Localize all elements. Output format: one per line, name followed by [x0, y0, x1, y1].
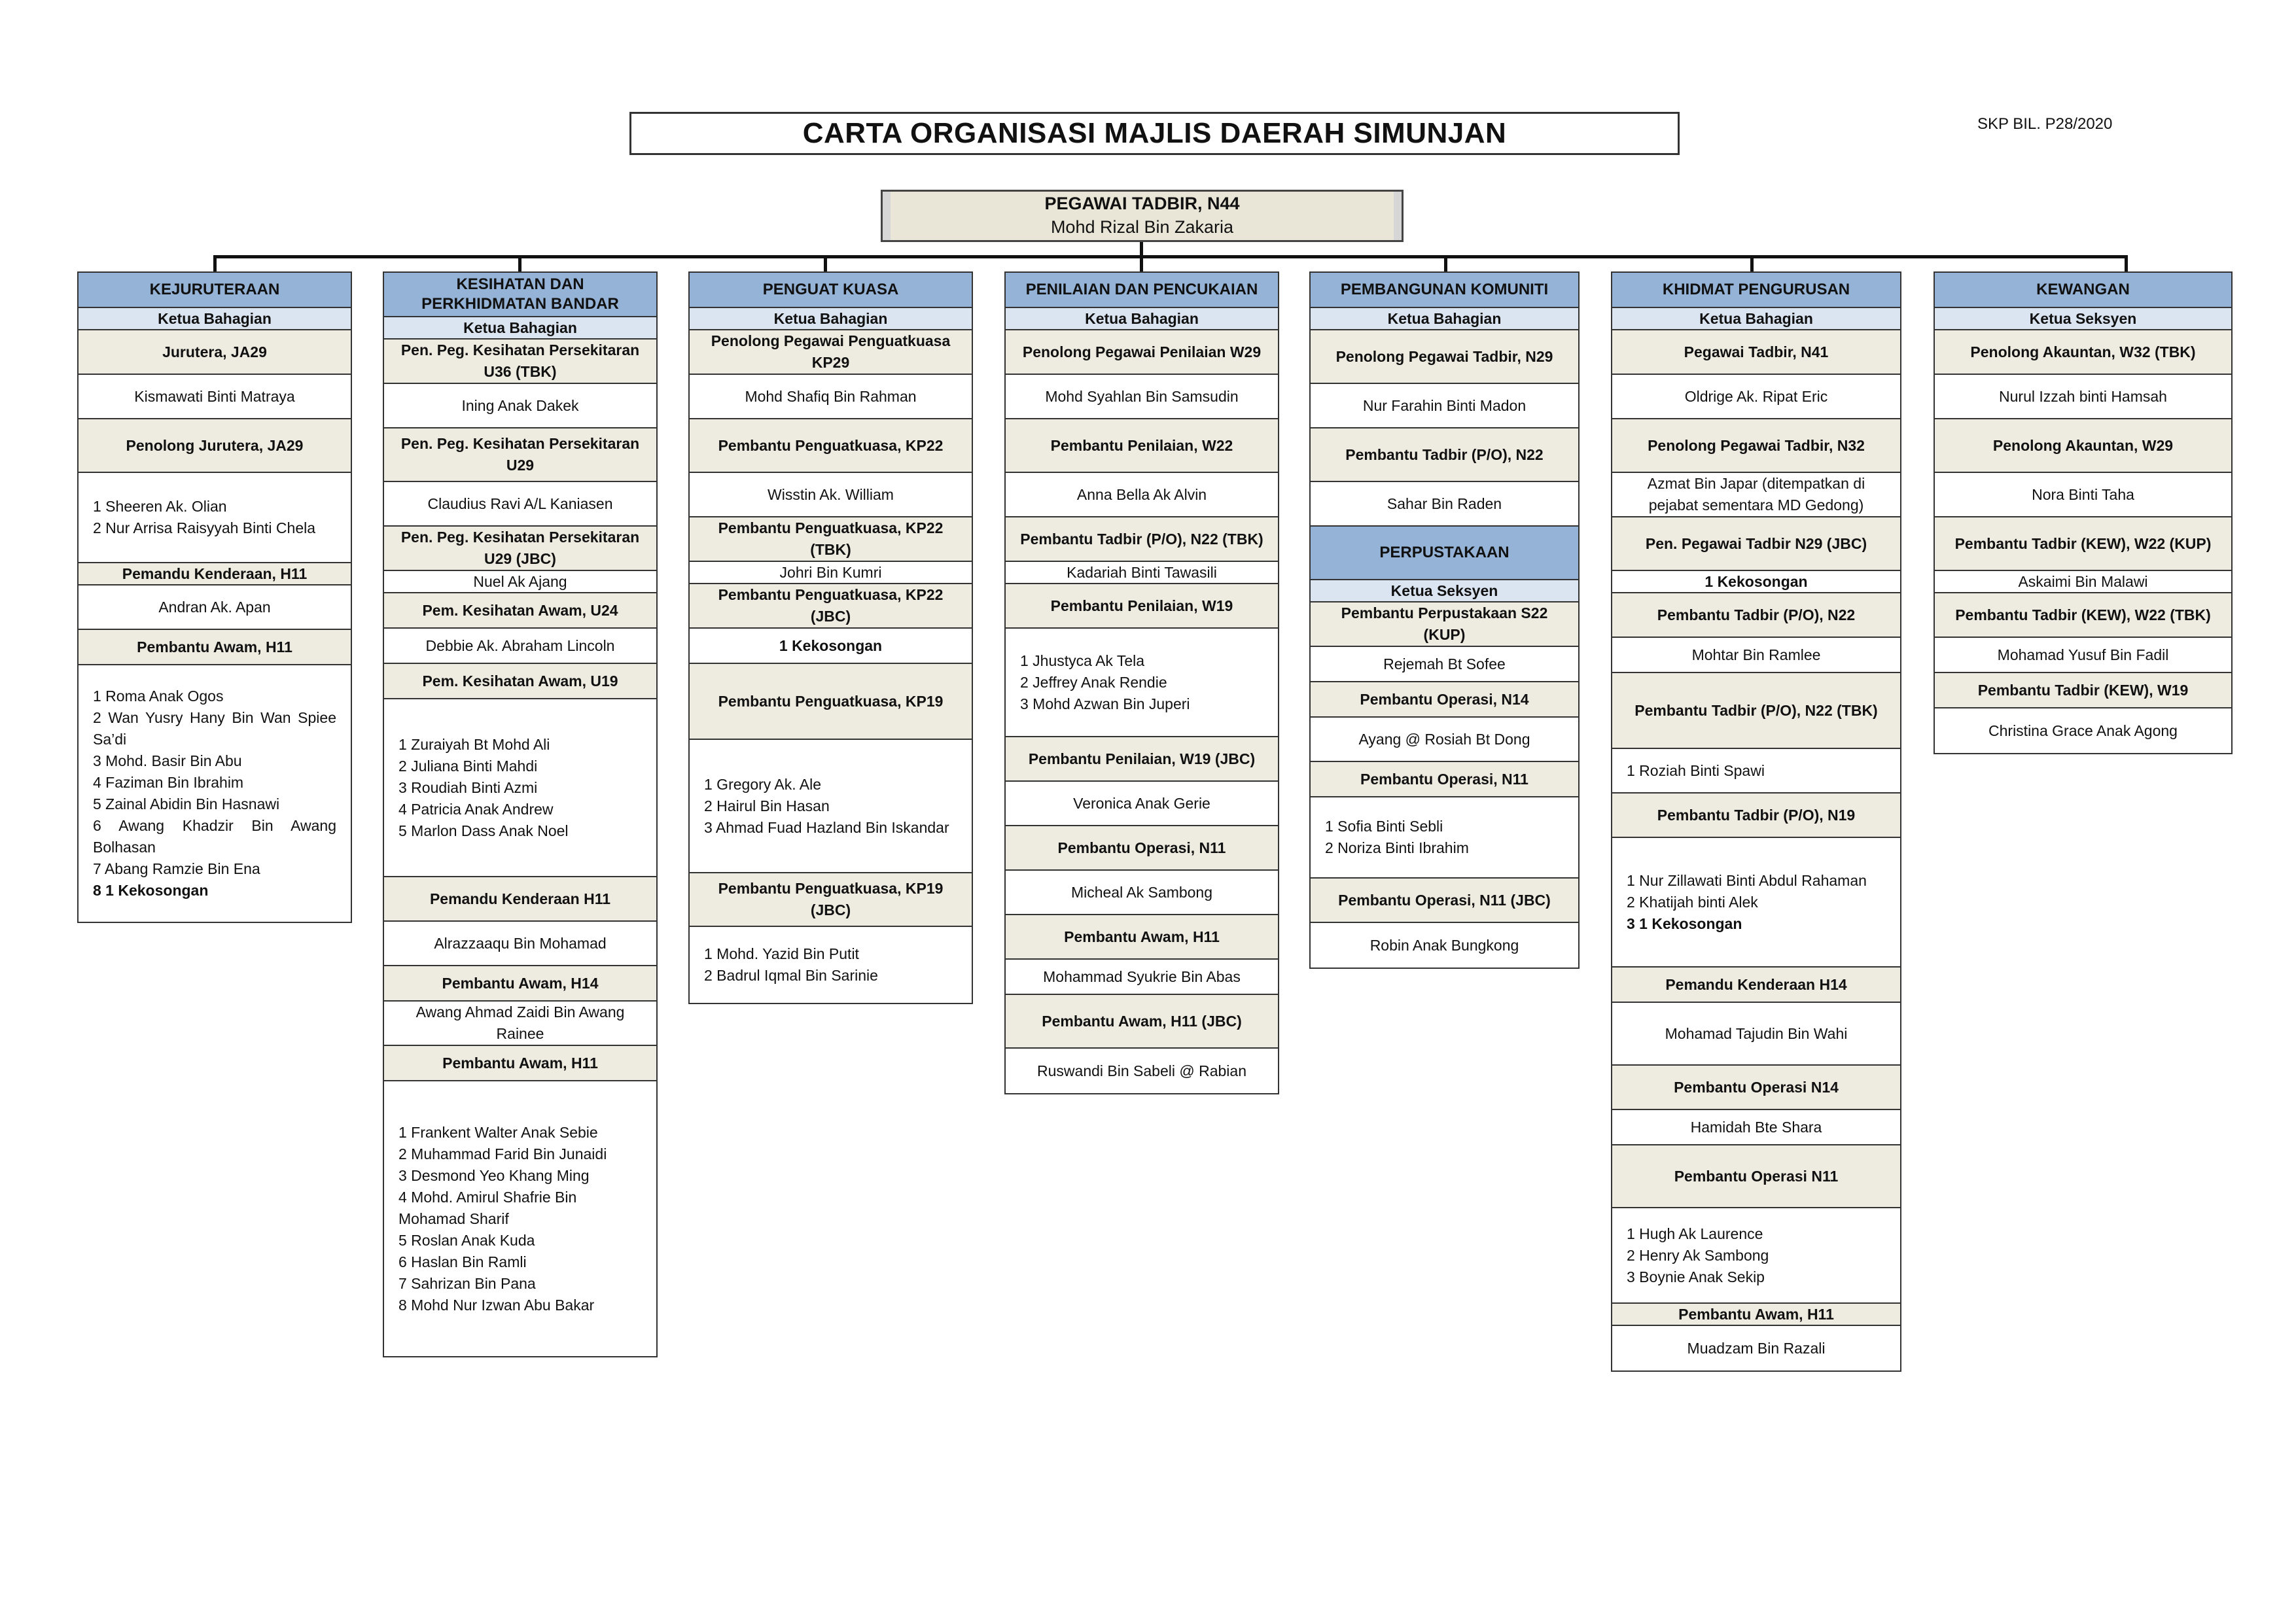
- staff-list-item: 3 1 Kekosongan: [1627, 915, 1742, 932]
- staff-name: Nora Binti Taha: [1935, 473, 2231, 517]
- position-title: Pembantu Penguatkuasa, KP19 (JBC): [690, 873, 972, 927]
- staff-list-item: 2 Khatijah binti Alek: [1627, 893, 1758, 911]
- staff-name: Wisstin Ak. William: [690, 473, 972, 517]
- staff-list: [79, 473, 351, 563]
- connector-penilaian: [1140, 255, 1143, 273]
- staff-list: [79, 665, 351, 922]
- staff-list-item: 5 Marlon Dass Anak Noel: [398, 822, 569, 839]
- position-title: Pembantu Penguatkuasa, KP22: [690, 419, 972, 473]
- staff-list-item: 7 Sahrizan Bin Pana: [398, 1274, 536, 1292]
- connector-penguat-kuasa: [824, 255, 827, 273]
- position-title: Pembantu Awam, H11: [1006, 915, 1278, 960]
- position-title: Pegawai Tadbir, N41: [1612, 330, 1900, 375]
- staff-list-item: 1 Sheeren Ak. Olian: [93, 498, 227, 515]
- position-title: Pembantu Awam, H11: [1612, 1304, 1900, 1326]
- position-title: Pembantu Operasi N11: [1612, 1145, 1900, 1208]
- staff-name: Ining Anak Dakek: [384, 384, 656, 428]
- staff-name: 1 Kekosongan: [1612, 571, 1900, 593]
- staff-list-item: 2 Wan Yusry Hany Bin Wan Spiee Sa’di: [93, 709, 336, 748]
- department-header: PENGUAT KUASA: [690, 273, 972, 308]
- staff-list-item: 2 Juliana Binti Mahdi: [398, 757, 538, 775]
- staff-list-item: 1 Mohd. Yazid Bin Putit: [704, 945, 859, 962]
- staff-name: Mohtar Bin Ramlee: [1612, 638, 1900, 673]
- department-header: PERPUSTAKAAN: [1311, 527, 1578, 580]
- position-title: Pembantu Perpustakaan S22 (KUP): [1311, 602, 1578, 647]
- staff-name: Nurul Izzah binti Hamsah: [1935, 375, 2231, 419]
- position-title: Pembantu Awam, H11: [384, 1046, 656, 1081]
- staff-list-item: 2 Jeffrey Anak Rendie: [1020, 673, 1167, 691]
- staff-name: Micheal Ak Sambong: [1006, 871, 1278, 915]
- column-pembangunan-komuniti: [1309, 271, 1580, 969]
- staff-list: [384, 1081, 656, 1356]
- position-title: Pembantu Penguatkuasa, KP19: [690, 664, 972, 740]
- connector-kewangan: [2125, 255, 2128, 273]
- staff-name: Kadariah Binti Tawasili: [1006, 562, 1278, 584]
- staff-name: Mohamad Tajudin Bin Wahi: [1612, 1003, 1900, 1066]
- staff-list-item: 3 Desmond Yeo Khang Ming: [398, 1166, 590, 1184]
- staff-name: Sahar Bin Raden: [1311, 482, 1578, 527]
- position-title: Pembantu Tadbir (P/O), N22: [1311, 428, 1578, 482]
- department-header: PEMBANGUNAN KOMUNITI: [1311, 273, 1578, 308]
- staff-name: Mohammad Syukrie Bin Abas: [1006, 960, 1278, 995]
- staff-list: [690, 740, 972, 873]
- section-head-label: Ketua Bahagian: [1311, 308, 1578, 330]
- position-title: Pembantu Operasi, N11: [1311, 762, 1578, 797]
- position-title: Pen. Peg. Kesihatan Persekitaran U29: [384, 428, 656, 482]
- staff-list-item: 2 Nur Arrisa Raisyyah Binti Chela: [93, 519, 316, 536]
- staff-name: Christina Grace Anak Agong: [1935, 708, 2231, 753]
- staff-list: [1612, 1208, 1900, 1304]
- position-title: Pembantu Operasi, N11: [1006, 826, 1278, 871]
- connector-kejuruteraan: [213, 255, 217, 273]
- position-title: Pembantu Penilaian, W19: [1006, 584, 1278, 629]
- staff-list-item: 3 Roudiah Binti Azmi: [398, 778, 538, 796]
- position-title: Pem. Kesihatan Awam, U24: [384, 593, 656, 629]
- section-head-label: Ketua Bahagian: [1006, 308, 1278, 330]
- position-title: Pembantu Operasi N14: [1612, 1066, 1900, 1110]
- staff-name: Debbie Ak. Abraham Lincoln: [384, 629, 656, 664]
- staff-list-item: 1 Frankent Walter Anak Sebie: [398, 1123, 598, 1141]
- head-officer-name: Mohd Rizal Bin Zakaria: [1050, 217, 1234, 237]
- reference-number: SKP BIL. P28/2020: [1977, 115, 2113, 133]
- department-header: KESIHATAN DAN PERKHIDMATAN BANDAR: [384, 273, 656, 317]
- position-title: Penolong Pegawai Tadbir, N32: [1612, 419, 1900, 473]
- staff-list: [1006, 629, 1278, 737]
- department-header: PENILAIAN DAN PENCUKAIAN: [1006, 273, 1278, 308]
- column-kewangan: [1934, 271, 2233, 754]
- position-title: Pen. Peg. Kesihatan Persekitaran U29 (JBC): [384, 527, 656, 571]
- staff-list: [690, 927, 972, 1003]
- staff-name: Askaimi Bin Malawi: [1935, 571, 2231, 593]
- staff-name: 1 Kekosongan: [690, 629, 972, 664]
- position-title: Penolong Pegawai Penguatkuasa KP29: [690, 330, 972, 375]
- chart-title: CARTA ORGANISASI MAJLIS DAERAH SIMUNJAN: [629, 112, 1680, 155]
- position-title: Pembantu Penguatkuasa, KP22 (TBK): [690, 517, 972, 562]
- department-header: KEJURUTERAAN: [79, 273, 351, 308]
- position-title: Jurutera, JA29: [79, 330, 351, 375]
- position-title: Pembantu Tadbir (KEW), W22 (TBK): [1935, 593, 2231, 638]
- staff-list-item: 3 Ahmad Fuad Hazland Bin Iskandar: [704, 818, 949, 836]
- position-title: Pembantu Tadbir (P/O), N22 (TBK): [1612, 673, 1900, 749]
- staff-name: Veronica Anak Gerie: [1006, 782, 1278, 826]
- connector-khidmat-pengurusan: [1750, 255, 1754, 273]
- column-penguat-kuasa: [688, 271, 973, 1004]
- staff-name: Nur Farahin Binti Madon: [1311, 384, 1578, 428]
- staff-list: [1612, 838, 1900, 968]
- staff-list-item: 1 Hugh Ak Laurence: [1627, 1225, 1763, 1242]
- department-header: KHIDMAT PENGURUSAN: [1612, 273, 1900, 308]
- staff-name: Ayang @ Rosiah Bt Dong: [1311, 718, 1578, 762]
- section-head-label: Ketua Bahagian: [384, 317, 656, 340]
- connector-horizontal: [213, 255, 2128, 258]
- staff-name: Mohd Syahlan Bin Samsudin: [1006, 375, 1278, 419]
- staff-list-item: 2 Hairul Bin Hasan: [704, 797, 830, 814]
- position-title: Penolong Akauntan, W29: [1935, 419, 2231, 473]
- staff-list-item: 1 Roma Anak Ogos: [93, 688, 224, 705]
- staff-name: Muadzam Bin Razali: [1612, 1326, 1900, 1370]
- staff-name: Rejemah Bt Sofee: [1311, 647, 1578, 682]
- position-title: Pembantu Tadbir (KEW), W22 (KUP): [1935, 517, 2231, 571]
- column-khidmat-pengurusan: [1611, 271, 1901, 1372]
- connector-pembangunan-komuniti: [1444, 255, 1447, 273]
- staff-list-item: 3 Mohd. Basir Bin Abu: [93, 752, 242, 769]
- staff-name: Azmat Bin Japar (ditempatkan di pejabat sementara MD Gedong): [1612, 473, 1900, 517]
- staff-list-item: 5 Roslan Anak Kuda: [398, 1231, 535, 1249]
- staff-name: Johri Bin Kumri: [690, 562, 972, 584]
- connector-kesihatan: [518, 255, 521, 273]
- staff-name: Claudius Ravi A/L Kaniasen: [384, 482, 656, 527]
- position-title: Pem. Kesihatan Awam, U19: [384, 664, 656, 699]
- staff-list: [384, 699, 656, 877]
- staff-list-item: 1 Gregory Ak. Ale: [704, 775, 821, 793]
- staff-list-item: 2 Muhammad Farid Bin Junaidi: [398, 1145, 607, 1162]
- staff-list-item: 7 Abang Ramzie Bin Ena: [93, 860, 260, 877]
- column-kesihatan: [383, 271, 658, 1357]
- staff-name: Mohamad Yusuf Bin Fadil: [1935, 638, 2231, 673]
- staff-list-item: 8 Mohd Nur Izwan Abu Bakar: [398, 1296, 595, 1314]
- staff-list: [1311, 797, 1578, 879]
- staff-list-item: 3 Mohd Azwan Bin Juperi: [1020, 695, 1190, 712]
- staff-name: Mohd Shafiq Bin Rahman: [690, 375, 972, 419]
- staff-list-item: 1 Nur Zillawati Binti Abdul Rahaman: [1627, 871, 1867, 889]
- position-title: Pembantu Penilaian, W19 (JBC): [1006, 737, 1278, 782]
- staff-name: Anna Bella Ak Alvin: [1006, 473, 1278, 517]
- staff-list-item: 2 Badrul Iqmal Bin Sarinie: [704, 967, 878, 984]
- position-title: Pemandu Kenderaan, H11: [79, 563, 351, 585]
- staff-list-item: 6 Haslan Bin Ramli: [398, 1253, 527, 1270]
- department-header: KEWANGAN: [1935, 273, 2231, 308]
- staff-list: [1612, 749, 1900, 794]
- staff-list-item: 3 Boynie Anak Sekip: [1627, 1268, 1765, 1285]
- staff-list-item: 5 Zainal Abidin Bin Hasnawi: [93, 795, 280, 812]
- position-title: Pembantu Awam, H11 (JBC): [1006, 995, 1278, 1049]
- position-title: Pembantu Tadbir (P/O), N22: [1612, 593, 1900, 638]
- head-officer-box: [881, 190, 1404, 242]
- section-head-label: Ketua Bahagian: [690, 308, 972, 330]
- staff-name: Kismawati Binti Matraya: [79, 375, 351, 419]
- position-title: Pembantu Tadbir (P/O), N22 (TBK): [1006, 517, 1278, 562]
- staff-list-item: 4 Mohd. Amirul Shafrie Bin Mohamad Sharif: [398, 1188, 577, 1227]
- staff-list-item: 2 Henry Ak Sambong: [1627, 1246, 1769, 1264]
- column-kejuruteraan: [77, 271, 352, 923]
- position-title: Penolong Pegawai Penilaian W29: [1006, 330, 1278, 375]
- staff-name: Alrazzaaqu Bin Mohamad: [384, 922, 656, 966]
- head-officer-position: PEGAWAI TADBIR, N44: [1044, 194, 1240, 213]
- staff-list-item: 1 Roziah Binti Spawi: [1627, 761, 1765, 779]
- staff-name: Andran Ak. Apan: [79, 585, 351, 630]
- position-title: Pembantu Tadbir (P/O), N19: [1612, 794, 1900, 838]
- staff-name: Ruswandi Bin Sabeli @ Rabian: [1006, 1049, 1278, 1093]
- staff-list-item: 6 Awang Khadzir Bin Awang Bolhasan: [93, 817, 336, 856]
- position-title: Pembantu Operasi, N11 (JBC): [1311, 879, 1578, 923]
- position-title: Pembantu Awam, H14: [384, 966, 656, 1002]
- staff-list-item: 8 1 Kekosongan: [93, 882, 209, 899]
- position-title: Pembantu Tadbir (KEW), W19: [1935, 673, 2231, 708]
- position-title: Pemandu Kenderaan H11: [384, 877, 656, 922]
- position-title: Pembantu Penguatkuasa, KP22 (JBC): [690, 584, 972, 629]
- position-title: Pembantu Operasi, N14: [1311, 682, 1578, 718]
- position-title: Penolong Pegawai Tadbir, N29: [1311, 330, 1578, 384]
- section-head-label: Ketua Seksyen: [1935, 308, 2231, 330]
- section-head-label: Ketua Bahagian: [1612, 308, 1900, 330]
- staff-list-item: 1 Sofia Binti Sebli: [1325, 818, 1443, 835]
- section-head-label: Ketua Seksyen: [1311, 580, 1578, 602]
- position-title: Pembantu Awam, H11: [79, 630, 351, 665]
- staff-list-item: 4 Patricia Anak Andrew: [398, 800, 554, 818]
- position-title: Pen. Pegawai Tadbir N29 (JBC): [1612, 517, 1900, 571]
- staff-name: Nuel Ak Ajang: [384, 571, 656, 593]
- position-title: Penolong Jurutera, JA29: [79, 419, 351, 473]
- column-penilaian: [1004, 271, 1279, 1094]
- staff-list-item: 4 Faziman Bin Ibrahim: [93, 774, 244, 791]
- staff-name: Robin Anak Bungkong: [1311, 923, 1578, 968]
- position-title: Penolong Akauntan, W32 (TBK): [1935, 330, 2231, 375]
- staff-list-item: 2 Noriza Binti Ibrahim: [1325, 839, 1469, 856]
- position-title: Pemandu Kenderaan H14: [1612, 968, 1900, 1003]
- section-head-label: Ketua Bahagian: [79, 308, 351, 330]
- staff-name: Hamidah Bte Shara: [1612, 1110, 1900, 1145]
- position-title: Pen. Peg. Kesihatan Persekitaran U36 (TBK): [384, 340, 656, 384]
- staff-list-item: 1 Jhustyca Ak Tela: [1020, 652, 1145, 669]
- staff-list-item: 1 Zuraiyah Bt Mohd Ali: [398, 735, 550, 753]
- staff-name: Oldrige Ak. Ripat Eric: [1612, 375, 1900, 419]
- staff-name: Awang Ahmad Zaidi Bin Awang Rainee: [384, 1002, 656, 1046]
- position-title: Pembantu Penilaian, W22: [1006, 419, 1278, 473]
